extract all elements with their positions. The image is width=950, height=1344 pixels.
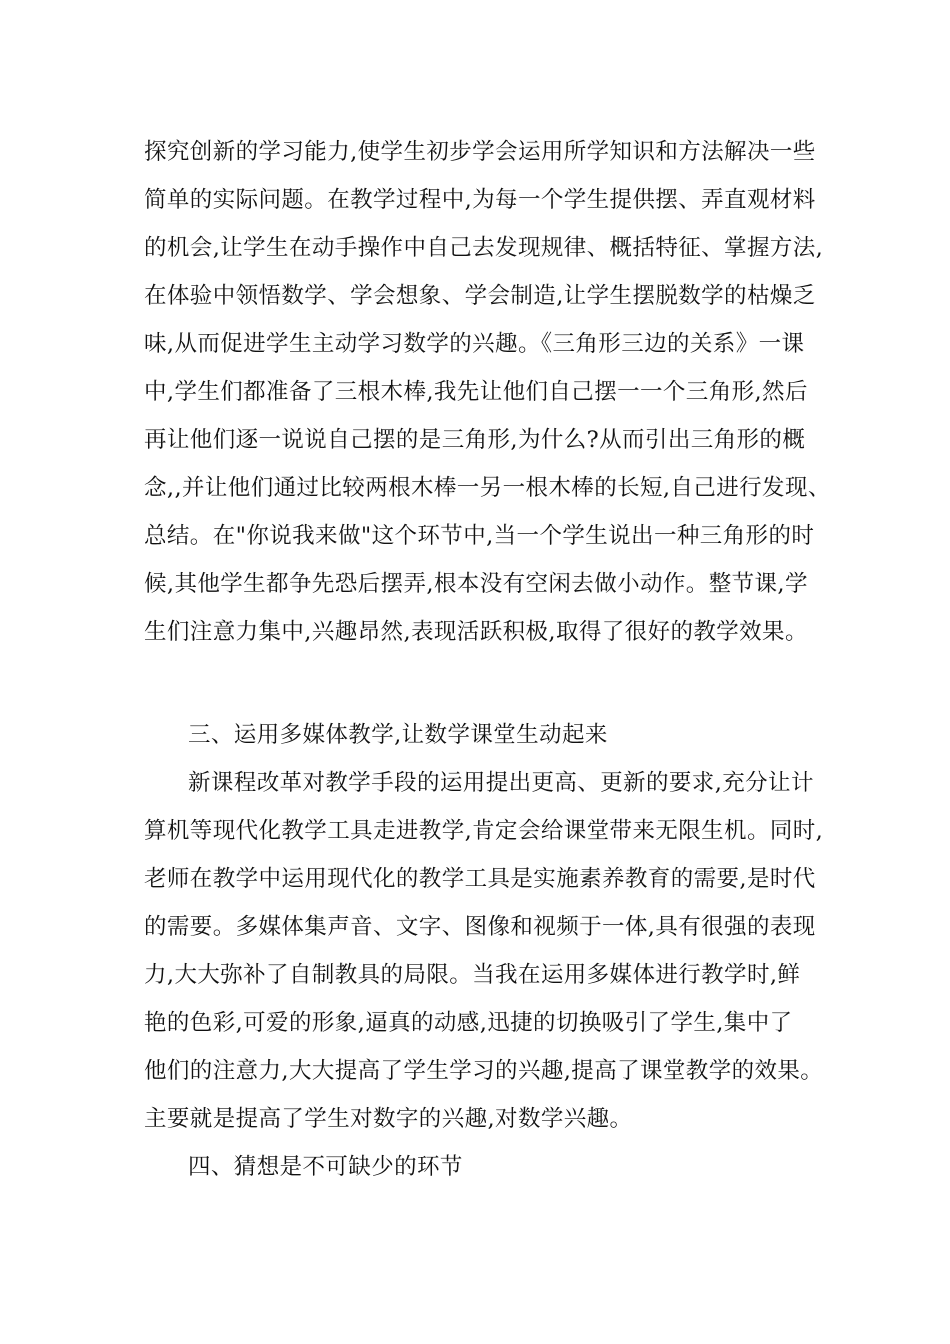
paragraph-line: 的需要。多媒体集声音、文字、图像和视频于一体,具有很强的表现 — [144, 914, 816, 940]
paragraph-line: 他们的注意力,大大提高了学生学习的兴趣,提高了课堂教学的效果。 — [144, 1058, 824, 1084]
section-heading-4: 四、猜想是不可缺少的环节 — [188, 1154, 463, 1180]
paragraph-line: 探究创新的学习能力,使学生初步学会运用所学知识和方法解决一些 — [144, 139, 816, 165]
paragraph-line: 艳的色彩,可爱的形象,逼真的动感,迅捷的切换吸引了学生,集中了 — [144, 1010, 793, 1036]
paragraph-line: 力,大大弥补了自制教具的局限。当我在运用多媒体进行教学时,鲜 — [144, 962, 801, 988]
paragraph-line: 主要就是提高了学生对数字的兴趣,对数学兴趣。 — [144, 1106, 633, 1132]
paragraph-line: 味,从而促进学生主动学习数学的兴趣。《三角形三边的关系》一课 — [144, 331, 805, 357]
paragraph-line: 的机会,让学生在动手操作中自己去发现规律、概括特征、掌握方法, — [144, 235, 824, 261]
section-heading-3: 三、运用多媒体教学,让数学课堂生动起来 — [188, 722, 608, 748]
paragraph-line: 简单的实际问题。在教学过程中,为每一个学生提供摆、弄直观材料 — [144, 187, 816, 213]
paragraph-line: 算机等现代化教学工具走进教学,肯定会给课堂带来无限生机。同时, — [144, 818, 824, 844]
paragraph-line: 候,其他学生都争先恐后摆弄,根本没有空闲去做小动作。整节课,学 — [144, 571, 808, 597]
paragraph-line: 在体验中领悟数学、学会想象、学会制造,让学生摆脱数学的枯燥乏 — [144, 283, 816, 309]
paragraph-line: 总结。在"你说我来做"这个环节中,当一个学生说出一种三角形的时 — [144, 523, 815, 549]
paragraph-line: 再让他们逐一说说自己摆的是三角形,为什么?从而引出三角形的概 — [144, 427, 806, 453]
document-body — [144, 0, 834, 1344]
paragraph-line: 中,学生们都准备了三根木棒,我先让他们自己摆一一个三角形,然后 — [144, 379, 808, 405]
paragraph-line: 新课程改革对教学手段的运用提出更高、更新的要求,充分让计 — [188, 770, 814, 796]
paragraph-line: 念,,并让他们通过比较两根木棒一另一根木棒的长短,自己进行发现、 — [144, 475, 831, 501]
paragraph-line: 生们注意力集中,兴趣昂然,表现活跃积极,取得了很好的教学效果。 — [144, 619, 808, 645]
paragraph-line: 老师在教学中运用现代化的教学工具是实施素养教育的需要,是时代 — [144, 866, 816, 892]
